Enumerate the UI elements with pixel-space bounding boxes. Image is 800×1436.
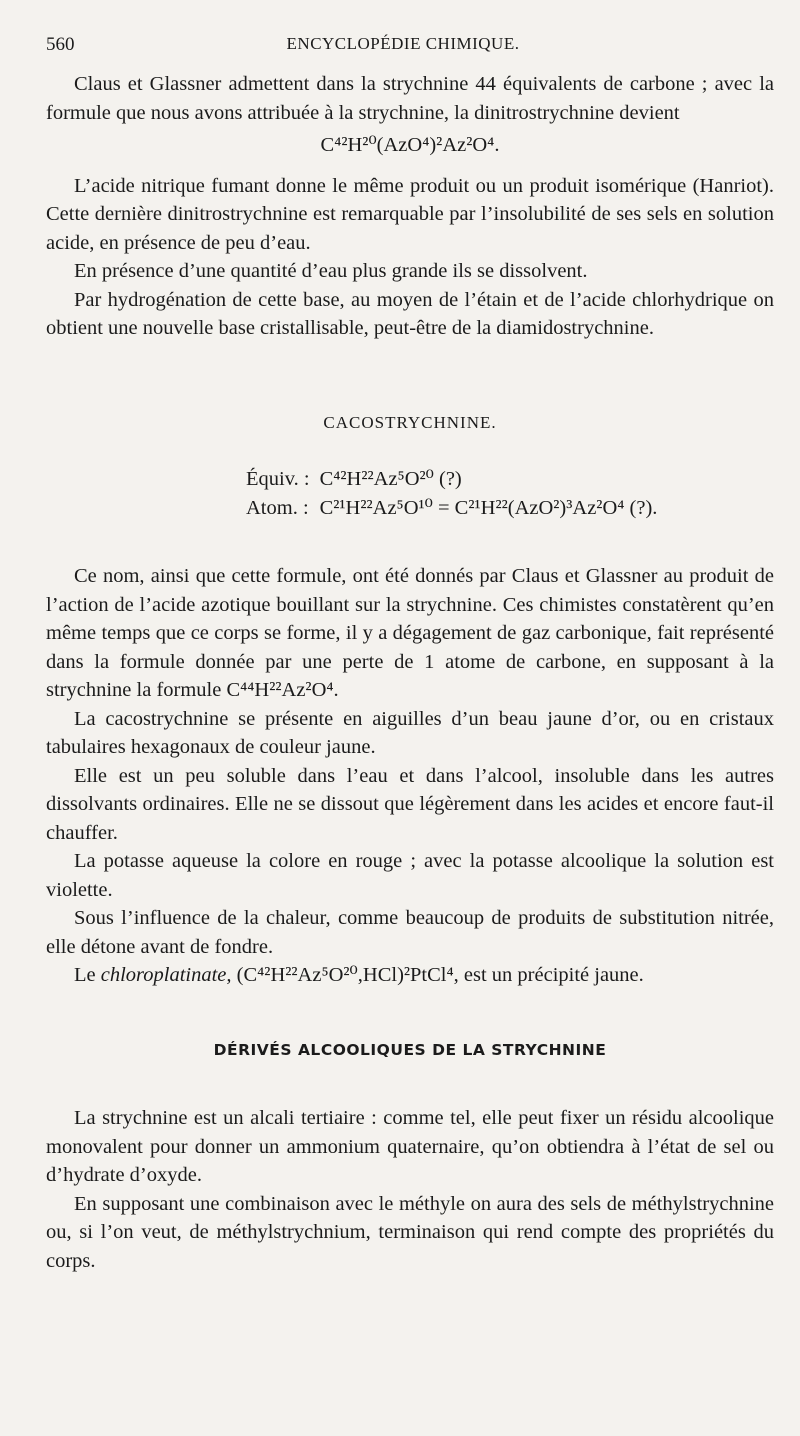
paragraph: Elle est un peu soluble dans l’eau et dans l’alcool, insoluble dans les autres dissolvants ordinaires. Elle ne se dissout que légèrement dans les acides et encore faut-il chauffer. xyxy=(46,764,774,844)
formula-label: Équiv. : xyxy=(246,468,310,490)
text: Le xyxy=(74,964,96,986)
paragraph: Par hydrogénation de cette base, au moyen de l’étain et de l’acide chlorhydrique on obtient une nouvelle base cristallisable, peut-être de la diamidostrychnine. xyxy=(46,288,774,339)
page-body xyxy=(46,70,774,1275)
paragraph: La potasse aqueuse la colore en rouge ; avec la potasse alcoolique la solution est violette. xyxy=(46,850,774,901)
paragraph: L’acide nitrique fumant donne le même produit ou un produit isomérique (Hanriot). Cette dernière dinitrostrychnine est remarquable par l’insolubilité de ses sels en solution acide, en présence de peu d’eau. xyxy=(46,174,774,254)
text: (C⁴²H²²Az⁵O²⁰,HCl)²PtCl⁴, est un précipité jaune. xyxy=(236,964,644,986)
formula-row-atom xyxy=(246,494,667,523)
paragraph-chloroplatinate xyxy=(46,961,774,990)
page-header xyxy=(46,34,760,60)
paragraph: En supposant une combinaison avec le méthyle on aura des sels de méthylstrychnine ou, si l’on veut, de méthylstrychnium, terminaison qui rend compte des propriétés du corps. xyxy=(46,1192,774,1272)
running-title: ENCYCLOPÉDIE CHIMIQUE. xyxy=(286,34,520,53)
section-title-cacostrychnine: CACOSTRYCHNINE. xyxy=(323,412,497,432)
term-chloroplatinate: chloroplatinate, xyxy=(100,964,232,986)
formula-label: Atom. : xyxy=(246,496,309,519)
paragraph: En présence d’une quantité d’eau plus grande ils se dissolvent. xyxy=(74,260,588,282)
paragraph: Sous l’influence de la chaleur, comme beaucoup de produits de substitution nitrée, elle détone avant de fondre. xyxy=(46,907,774,958)
formula-value: C²¹H²²Az⁵O¹⁰ = C²¹H²²(AzO²)³Az²O⁴ (?). xyxy=(319,496,658,519)
paragraph: Claus et Glassner admettent dans la strychnine 44 équivalents de carbone ; avec la formule que nous avons attribuée à la strychnine, la dinitrostrychnine devient xyxy=(46,73,774,124)
formula-dinitrostrychnine: C⁴²H²⁰(AzO⁴)²Az²O⁴. xyxy=(320,134,500,156)
formula-table xyxy=(246,465,667,522)
section-title-derives: DÉRIVÉS ALCOOLIQUES DE LA STRYCHNINE xyxy=(213,1040,607,1059)
page-number: 560 xyxy=(46,34,75,55)
formula-value: C⁴²H²²Az⁵O²⁰ (?) xyxy=(319,468,462,490)
paragraph: La strychnine est un alcali tertiaire : comme tel, elle peut fixer un résidu alcoolique monovalent pour donner un ammonium quaternaire, qu’on obtiendra à l’état de sel ou d’hydrate d’oxyde. xyxy=(46,1107,774,1186)
paragraph: Ce nom, ainsi que cette formule, ont été donnés par Claus et Glassner au produit de l’action de l’acide azotique bouillant sur la strychnine. Ces chimistes constatèrent qu’en même temps que ce corps se forme, il y a dégagement de gaz carbonique, fait représenté dans la formule donnée par une perte de 1 atome de carbone, en supposant à la strychnine la formule C⁴⁴H²²Az²O⁴. xyxy=(46,565,774,701)
formula-row-equiv xyxy=(246,465,667,494)
paragraph: La cacostrychnine se présente en aiguilles d’un beau jaune d’or, ou en cristaux tabulaires hexagonaux de couleur jaune. xyxy=(46,707,774,758)
